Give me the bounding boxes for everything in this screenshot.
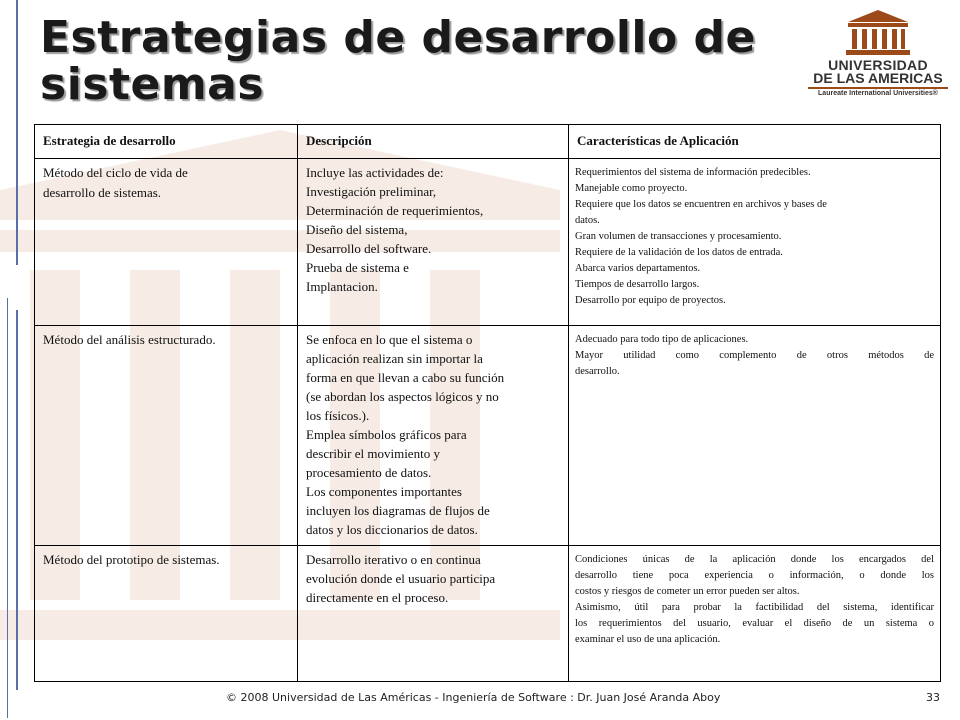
cell-line: (se abordan los aspectos lógicos y no — [306, 389, 499, 404]
table-row — [35, 326, 941, 546]
cell-line: directamente en el proceso. — [306, 590, 449, 605]
cell-line: forma en que llevan a cabo su función — [306, 370, 505, 385]
cell-line: Los componentes importantes — [306, 484, 462, 499]
cell-line: Determinación de requerimientos, — [306, 203, 484, 218]
left-rule-short — [7, 298, 8, 718]
cell-line: Prueba de sistema e — [306, 260, 409, 275]
header-characteristics: Características de Aplicación — [569, 125, 941, 159]
strategies-table — [34, 124, 941, 682]
cell-line: Manejable como proyecto. — [575, 183, 688, 194]
cell-line: procesamiento de datos. — [306, 465, 432, 480]
cell-line: Mayor utilidad como complemento de otros métodos de — [575, 350, 934, 361]
cell-line: examinar el uso de una aplicación. — [575, 634, 721, 645]
logo-line1: UNIVERSIDAD — [828, 57, 928, 73]
temple-icon — [806, 8, 950, 58]
slide-title-line2: sistemas — [40, 59, 265, 110]
row3-strategy — [35, 546, 298, 682]
cell-line: incluyen los diagramas de flujos de — [306, 503, 490, 518]
footer-copyright: © 2008 Universidad de Las Américas - Ingeniería de Software : Dr. Juan José Aranda Aboy — [226, 691, 721, 704]
cell-line: Incluye las actividades de: — [306, 165, 444, 180]
page-number: 33 — [926, 691, 940, 704]
cell-line: Requerimientos del sistema de información predecibles. — [575, 167, 811, 178]
cell-line: Método del ciclo de vida de — [43, 165, 188, 180]
header-strategy: Estrategia de desarrollo — [35, 125, 298, 159]
table-row — [35, 546, 941, 682]
row1-characteristics — [569, 159, 941, 326]
cell-line: Emplea símbolos gráficos para — [306, 427, 467, 442]
cell-line: Desarrollo por equipo de proyectos. — [575, 295, 726, 306]
row3-description — [298, 546, 569, 682]
cell-line: Investigación preliminar, — [306, 184, 437, 199]
row2-strategy — [35, 326, 298, 546]
left-rule-upper — [16, 0, 18, 265]
cell-line: evolución donde el usuario participa — [306, 571, 496, 586]
cell-line: desarrollo de sistemas. — [43, 185, 162, 200]
cell-line: Se enfoca en lo que el sistema o — [306, 332, 473, 347]
cell-line: datos. — [575, 215, 600, 226]
cell-line: los requerimientos del usuario, evaluar el diseño de un sistema o — [575, 618, 934, 629]
cell-line: datos y los diccionarios de datos. — [306, 522, 478, 537]
row1-strategy — [35, 159, 298, 326]
cell-line: Abarca varios departamentos. — [575, 263, 701, 274]
cell-line: los físicos.). — [306, 408, 370, 423]
cell-line: Condiciones únicas de la aplicación donde los encargados del — [575, 554, 934, 565]
logo-line2: DE LAS AMERICAS — [813, 70, 943, 86]
cell-line: Gran volumen de transacciones y procesamiento. — [575, 231, 782, 242]
row3-characteristics — [569, 546, 941, 682]
cell-line: Método del análisis estructurado. — [43, 332, 216, 347]
cell-line: describir el movimiento y — [306, 446, 440, 461]
row2-characteristics — [569, 326, 941, 546]
table-row — [35, 159, 941, 326]
cell-line: Requiere de la validación de los datos de entrada. — [575, 247, 783, 258]
cell-line: Requiere que los datos se encuentren en archivos y bases de — [575, 199, 827, 210]
cell-line: Adecuado para todo tipo de aplicaciones. — [575, 334, 749, 345]
university-logo — [806, 8, 950, 100]
cell-line: Método del prototipo de sistemas. — [43, 552, 220, 567]
slide-title-line1: Estrategias de desarrollo de — [40, 12, 756, 63]
cell-line: Asimismo, útil para probar la factibilidad del sistema, identificar — [575, 602, 934, 613]
cell-line: Implantacion. — [306, 279, 378, 294]
logo-divider — [808, 87, 948, 89]
logo-line3: Laureate International Universities® — [818, 90, 938, 97]
header-description: Descripción — [298, 125, 569, 159]
cell-line: Desarrollo del software. — [306, 241, 432, 256]
cell-line: costos y riesgos de cometer un error pueden ser altos. — [575, 586, 800, 597]
cell-line: Desarrollo iterativo o en continua — [306, 552, 481, 567]
left-rule-lower — [16, 310, 18, 690]
row1-description — [298, 159, 569, 326]
cell-line: Tiempos de desarrollo largos. — [575, 279, 700, 290]
cell-line: Diseño del sistema, — [306, 222, 408, 237]
row2-description — [298, 326, 569, 546]
cell-line: desarrollo tiene poca experiencia o información, o donde los — [575, 570, 934, 581]
cell-line: aplicación realizan sin importar la — [306, 351, 483, 366]
slide-title — [40, 14, 756, 108]
cell-line: desarrollo. — [575, 366, 620, 377]
table-header-row — [35, 125, 941, 159]
